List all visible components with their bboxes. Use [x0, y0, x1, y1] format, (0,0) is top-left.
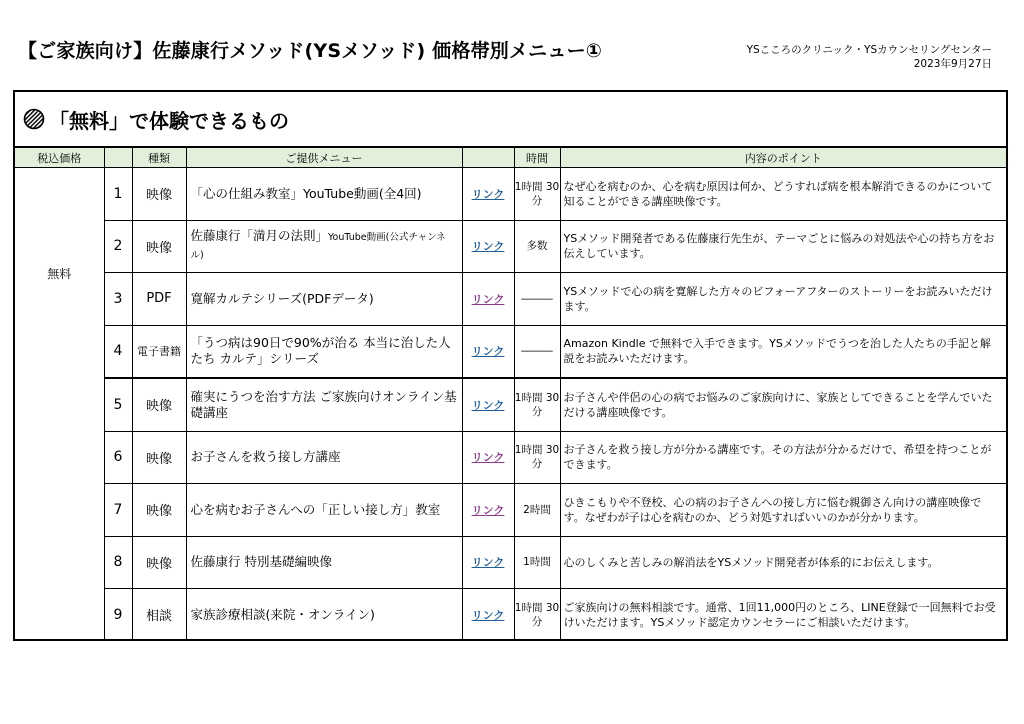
menu-title: 家族診療相談(来院・オンライン): [190, 606, 375, 622]
menu-link[interactable]: リンク: [471, 398, 505, 412]
section-title: 「無料」で体験できるもの: [49, 108, 289, 133]
menu-cell: [186, 168, 462, 221]
type-cell: 映像: [132, 431, 186, 484]
row-number: 1: [104, 168, 132, 221]
time-cell: ―――: [514, 325, 560, 378]
link-cell: [462, 484, 514, 537]
point-cell: ひきこもりや不登校、心の病のお子さんへの接し方に悩む親御さん向けの講座映像です。なぜわが子は心を病むのか、どう対処すればいいのかが分かります。: [560, 484, 1006, 537]
time-cell: 1時間 30分: [514, 431, 560, 484]
row-number: 9: [104, 589, 132, 641]
menu-link[interactable]: リンク: [471, 345, 505, 359]
menu-table: [15, 147, 1006, 641]
menu-cell: [186, 589, 462, 641]
row-number: 3: [104, 273, 132, 326]
section-header: [15, 92, 1006, 147]
menu-link[interactable]: リンク: [471, 187, 505, 201]
menu-cell: [186, 220, 462, 273]
table-row: [15, 589, 1006, 641]
type-cell: 映像: [132, 484, 186, 537]
menu-link[interactable]: リンク: [471, 451, 505, 465]
menu-cell: [186, 431, 462, 484]
table-header-row: [15, 148, 1006, 168]
link-cell: [462, 273, 514, 326]
row-number: 4: [104, 325, 132, 378]
link-cell: [462, 325, 514, 378]
header-price: 税込価格: [15, 148, 104, 168]
menu-subtitle: YouTube動画(公式チャンネル): [190, 232, 446, 262]
time-cell: 1時間 30分: [514, 589, 560, 641]
price-cell-empty: [15, 378, 104, 641]
document-date: 2023年9月27日: [913, 58, 992, 70]
header-number: [104, 148, 132, 168]
point-cell: お子さんや伴侶の心の病でお悩みのご家族向けに、家族としてできることを学んでいただける講座映像です。: [560, 378, 1006, 431]
menu-title: 「うつ病は90日で90%が治る 本当に治した人たち カルテ」シリーズ: [190, 335, 451, 367]
point-cell: 心のしくみと苦しみの解消法をYSメソッド開発者が体系的にお伝えします。: [560, 536, 1006, 589]
organization-name: YSこころのクリニック・YSカウンセリングセンター: [746, 44, 992, 56]
organization-block: [747, 43, 992, 71]
point-cell: なぜ心を病むのか、心を病む原因は何か、どうすれば病を根本解消できるのかについて知ることができる講座映像です。: [560, 168, 1006, 221]
menu-link[interactable]: リンク: [471, 240, 505, 254]
link-cell: [462, 536, 514, 589]
row-number: 2: [104, 220, 132, 273]
time-cell: 2時間: [514, 484, 560, 537]
link-cell: [462, 378, 514, 431]
menu-link[interactable]: リンク: [471, 503, 505, 517]
header-time: 時間: [514, 148, 560, 168]
time-cell: 多数: [514, 220, 560, 273]
link-cell: [462, 168, 514, 221]
page-title: 【ご家族向け】佐藤康行メソッド(YSメソッド) 価格帯別メニュー①: [18, 40, 603, 62]
type-cell: 相談: [132, 589, 186, 641]
menu-cell: [186, 273, 462, 326]
row-number: 5: [104, 378, 132, 431]
menu-title: 寛解カルテシリーズ(PDFデータ): [190, 290, 374, 306]
link-cell: [462, 431, 514, 484]
menu-title: 確実にうつを治す方法 ご家族向けオンライン基礎講座: [190, 388, 457, 420]
menu-title: 佐藤康行 特別基礎編映像: [190, 554, 332, 570]
time-cell: ―――: [514, 273, 560, 326]
row-number: 7: [104, 484, 132, 537]
menu-title: 「心の仕組み教室」YouTube動画(全4回): [190, 185, 422, 201]
time-cell: 1時間: [514, 536, 560, 589]
menu-cell: [186, 536, 462, 589]
type-cell: PDF: [132, 273, 186, 326]
point-cell: お子さんを救う接し方が分かる講座です。その方法が分かるだけで、希望を持つことができます。: [560, 431, 1006, 484]
type-cell: 映像: [132, 378, 186, 431]
price-cell: 無料: [15, 168, 104, 379]
header-link: [462, 148, 514, 168]
menu-title: お子さんを救う接し方講座: [190, 449, 341, 465]
table-row: [15, 273, 1006, 326]
menu-link[interactable]: リンク: [471, 292, 505, 306]
row-number: 6: [104, 431, 132, 484]
table-row: [15, 220, 1006, 273]
link-cell: [462, 220, 514, 273]
table-row: [15, 378, 1006, 431]
menu-cell: [186, 378, 462, 431]
type-cell: 映像: [132, 220, 186, 273]
hatched-circle-icon: [23, 108, 45, 130]
point-cell: YSメソッド開発者である佐藤康行先生が、テーマごとに悩みの対処法や心の持ち方をお伝えしています。: [560, 220, 1006, 273]
menu-cell: [186, 484, 462, 537]
header-point: 内容のポイント: [560, 148, 1006, 168]
type-cell: 電子書籍: [132, 325, 186, 378]
table-row: [15, 431, 1006, 484]
menu-link[interactable]: リンク: [471, 556, 505, 570]
point-cell: ご家族向けの無料相談です。通常、1回11,000円のところ、LINE登録で一回無料でお受けいただけます。YSメソッド認定カウンセラーにご相談いただけます。: [560, 589, 1006, 641]
table-row: [15, 484, 1006, 537]
row-number: 8: [104, 536, 132, 589]
type-cell: 映像: [132, 536, 186, 589]
point-cell: Amazon Kindle で無料で入手できます。YSメソッドでうつを治した人たちの手記と解説をお読みいただけます。: [560, 325, 1006, 378]
point-cell: YSメソッドで心の病を寛解した方々のビフォーアフターのストーリーをお読みいただけます。: [560, 273, 1006, 326]
menu-link[interactable]: リンク: [471, 608, 505, 622]
link-cell: [462, 589, 514, 641]
header-menu: ご提供メニュー: [186, 148, 462, 168]
table-row: [15, 325, 1006, 378]
time-cell: 1時間 30分: [514, 168, 560, 221]
menu-title: 心を病むお子さんへの「正しい接し方」教室: [190, 501, 441, 517]
header-type: 種類: [132, 148, 186, 168]
table-row: [15, 168, 1006, 221]
time-cell: 1時間 30分: [514, 378, 560, 431]
table-row: [15, 536, 1006, 589]
menu-title: 佐藤康行「満月の法則」: [190, 228, 329, 244]
menu-cell: [186, 325, 462, 378]
menu-frame: [13, 90, 1008, 641]
type-cell: 映像: [132, 168, 186, 221]
